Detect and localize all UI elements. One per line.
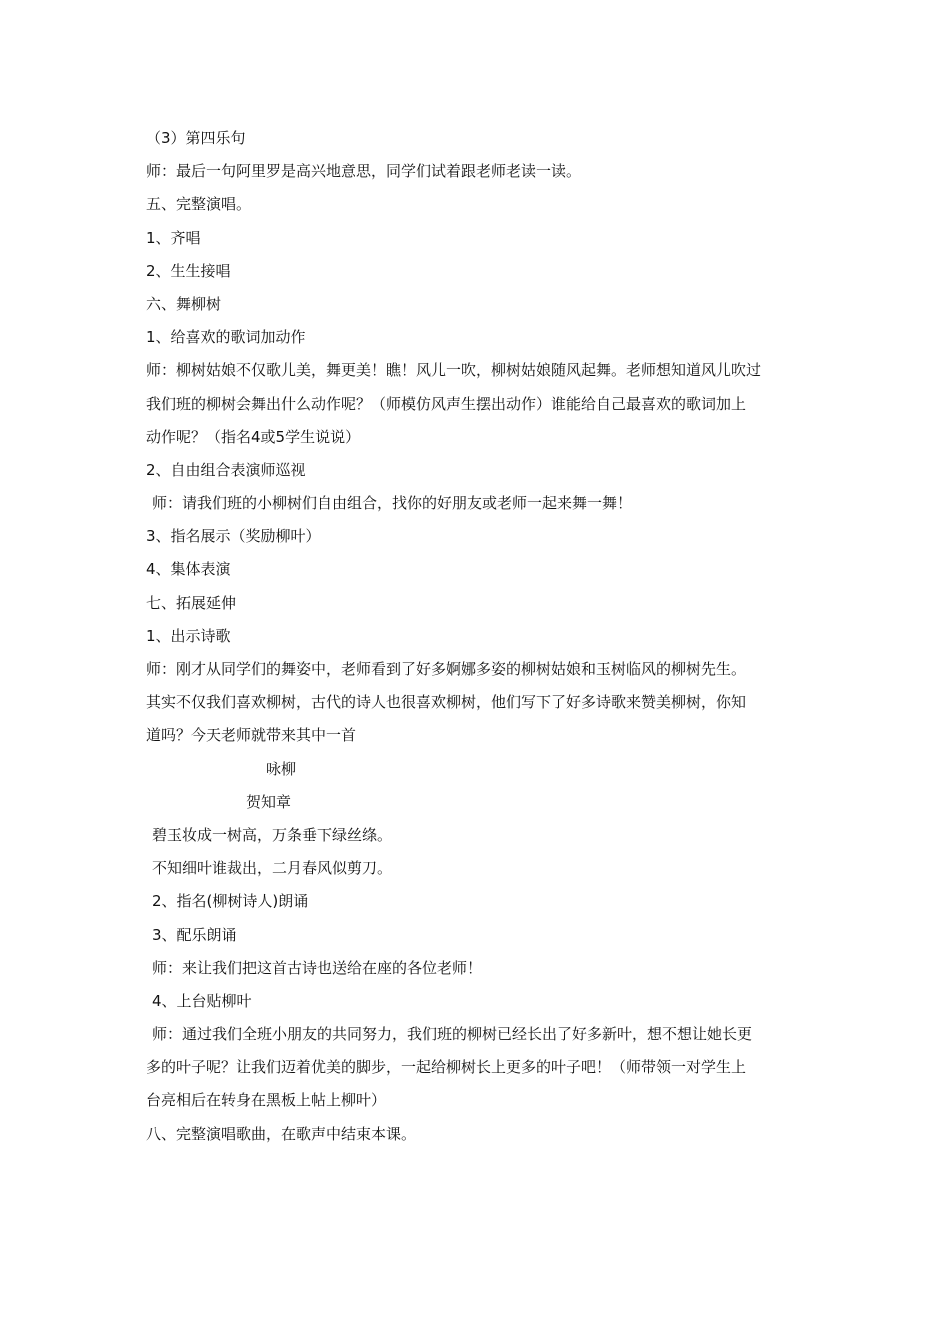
poem-verse: 碧玉妆成一树高，万条垂下绿丝绦。 [152, 825, 393, 844]
list-item: 1、齐唱 [146, 228, 201, 247]
list-item: 4、集体表演 [146, 560, 231, 579]
section-heading-5: 五、完整演唱。 [146, 195, 252, 214]
list-item: 3、指名展示（奖励柳叶） [146, 527, 321, 546]
poem-verse: 不知细叶谁裁出，二月春风似剪刀。 [152, 859, 393, 878]
list-item: 1、给喜欢的歌词加动作 [146, 328, 306, 347]
list-item: 4、上台贴柳叶 [152, 991, 252, 1010]
paragraph-line: 我们班的柳树会舞出什么动作呢？（师模仿风声生摆出动作）谁能给自己最喜欢的歌词加上 [146, 394, 747, 413]
paragraph-line: 动作呢？（指名4或5学生说说） [146, 427, 361, 446]
list-item: 2、生生接唱 [146, 261, 231, 280]
teacher-line: 师：最后一句阿里罗是高兴地意思，同学们试着跟老师老读一读。 [146, 162, 582, 181]
list-item: 1、出示诗歌 [146, 626, 231, 645]
poem-author: 贺知章 [246, 792, 292, 811]
paragraph-line: 道吗？今天老师就带来其中一首 [146, 726, 357, 745]
teacher-line: 师：来让我们把这首古诗也送给在座的各位老师！ [152, 958, 483, 977]
section-heading-8: 八、完整演唱歌曲，在歌声中结束本课。 [146, 1124, 417, 1143]
list-item: 2、指名(柳树诗人)朗诵 [152, 892, 309, 911]
section-heading-6: 六、舞柳树 [146, 294, 222, 313]
paragraph-line: 其实不仅我们喜欢柳树，古代的诗人也很喜欢柳树，他们写下了好多诗歌来赞美柳树，你知 [146, 693, 747, 712]
list-item: 2、自由组合表演师巡视 [146, 460, 306, 479]
section-heading-7: 七、拓展延伸 [146, 593, 237, 612]
poem-title: 咏柳 [266, 759, 297, 778]
paragraph-line: 台亮相后在转身在黑板上帖上柳叶） [146, 1091, 387, 1110]
lesson-plan-body [146, 122, 810, 1151]
teacher-line: 师：请我们班的小柳树们自由组合，找你的好朋友或老师一起来舞一舞！ [152, 494, 633, 513]
teacher-line: 师：刚才从同学们的舞姿中，老师看到了好多婀娜多姿的柳树姑娘和玉树临风的柳树先生。 [146, 660, 747, 678]
list-item: 3、配乐朗诵 [152, 925, 237, 944]
sub-heading-phrase-4: （3）第四乐句 [146, 129, 246, 147]
teacher-line: 师：通过我们全班小朋友的共同努力，我们班的柳树已经长出了好多新叶，想不想让她长更 [152, 1025, 753, 1044]
paragraph-line: 多的叶子呢？让我们迈着优美的脚步，一起给柳树长上更多的叶子吧！（师带领一对学生上 [146, 1058, 747, 1077]
teacher-line: 师：柳树姑娘不仅歌儿美，舞更美！瞧！风儿一吹，柳树姑娘随风起舞。老师想知道风儿吹过 [146, 361, 762, 380]
